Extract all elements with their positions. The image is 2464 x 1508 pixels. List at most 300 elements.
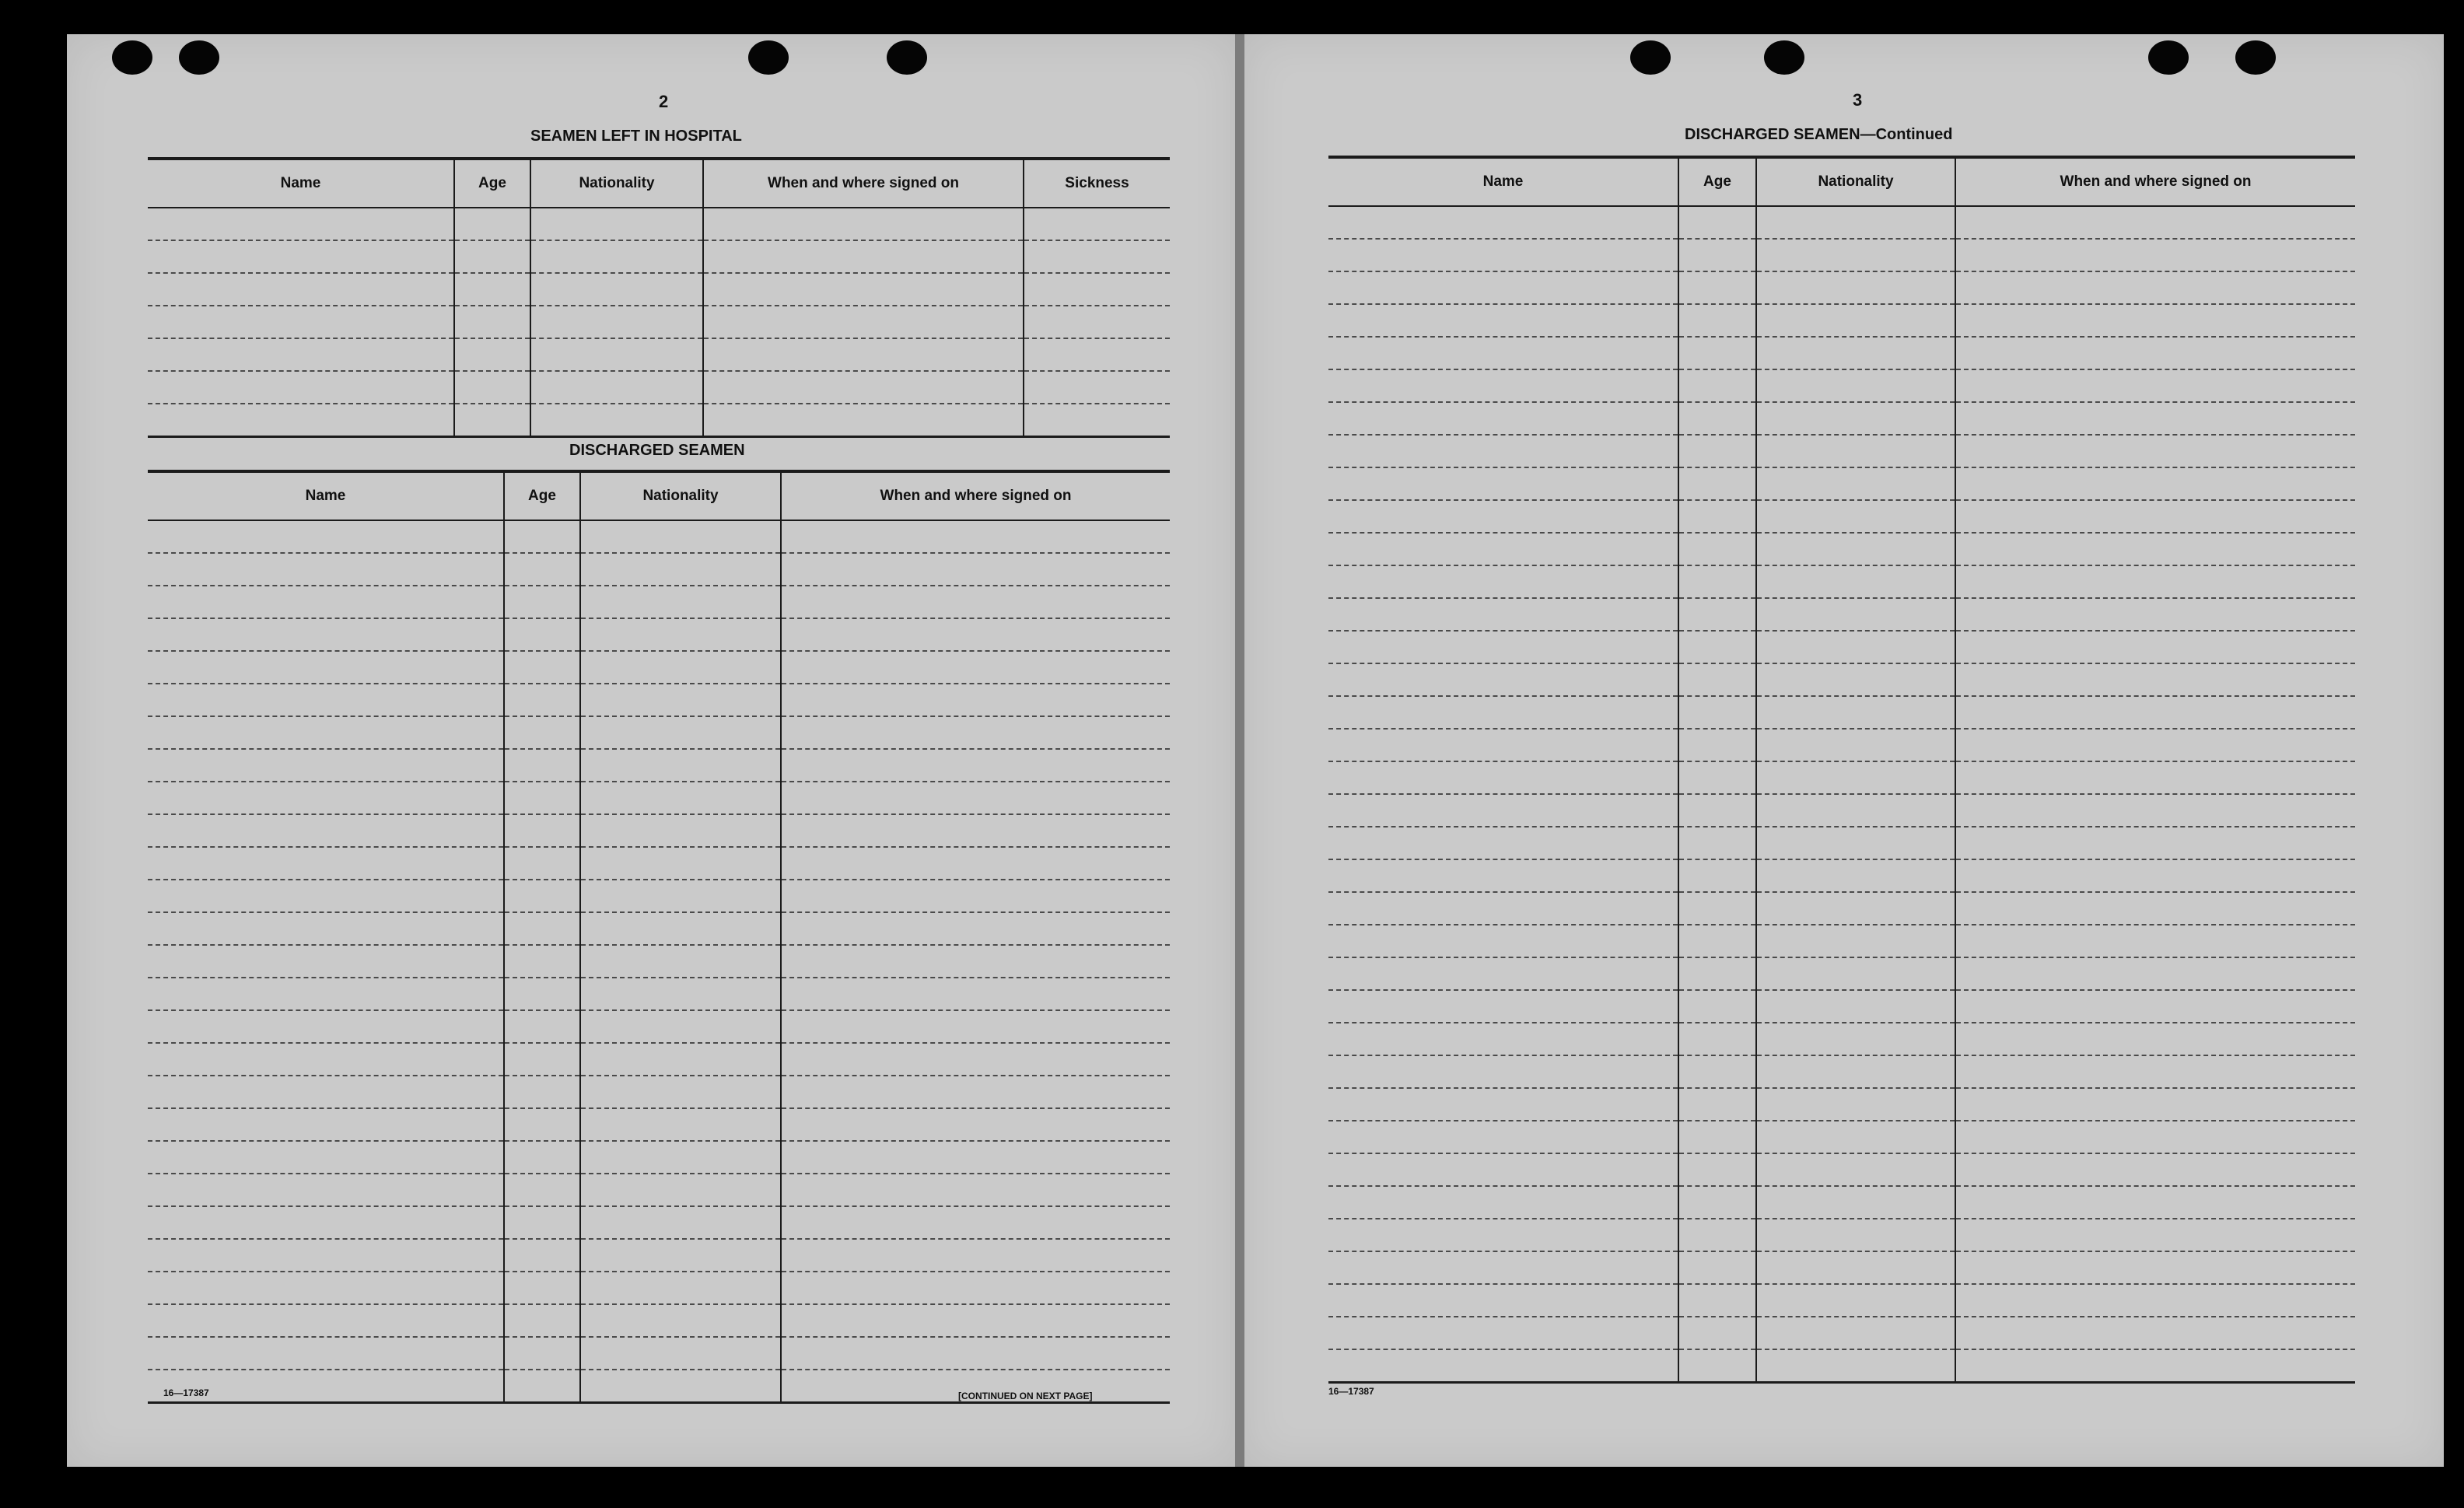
table-cell	[1328, 500, 1678, 533]
table-cell	[781, 716, 1170, 749]
table-cell	[781, 651, 1170, 684]
column-header: Name	[148, 159, 454, 208]
table-row	[148, 371, 1170, 404]
table-cell	[580, 1076, 781, 1108]
table-row	[148, 208, 1170, 240]
table-cell	[1756, 500, 1955, 533]
table-cell	[148, 1337, 504, 1370]
table-cell	[1756, 337, 1955, 369]
table-row	[1328, 369, 2355, 402]
table-cell	[1328, 565, 1678, 598]
page-number: 3	[1853, 90, 1863, 110]
table-row	[1328, 859, 2355, 892]
table-cell	[781, 1337, 1170, 1370]
section-title-seamen-left-in-hospital: SEAMEN LEFT IN HOSPITAL	[530, 128, 742, 145]
table-cell	[148, 553, 504, 586]
table-cell	[504, 945, 580, 978]
table-row	[148, 404, 1170, 437]
table-cell	[1756, 467, 1955, 500]
table-cell	[580, 1174, 781, 1206]
punch-hole	[1764, 40, 1804, 75]
table-cell	[504, 1337, 580, 1370]
table-cell	[1678, 1023, 1756, 1055]
table-cell	[1678, 827, 1756, 859]
table-row	[148, 306, 1170, 338]
table-cell	[1756, 859, 1955, 892]
left-page	[67, 34, 1235, 1467]
table-cell	[1328, 369, 1678, 402]
table-cell	[1756, 598, 1955, 631]
table-cell	[1955, 467, 2355, 500]
table-cell	[1328, 598, 1678, 631]
table-cell	[148, 945, 504, 978]
punch-hole	[179, 40, 219, 75]
table-cell	[1678, 663, 1756, 696]
form-number: 16—17387	[1328, 1386, 1374, 1397]
table-cell	[1678, 990, 1756, 1023]
table-cell	[1678, 435, 1756, 467]
table-row	[1328, 1153, 2355, 1186]
table-cell	[1678, 1153, 1756, 1186]
table-cell	[148, 1206, 504, 1239]
section-title-discharged-seamen-continued: DISCHARGED SEAMEN—Continued	[1685, 126, 1953, 143]
table-row	[1328, 402, 2355, 435]
section-title-discharged-seamen: DISCHARGED SEAMEN	[569, 442, 745, 459]
table-cell	[1955, 827, 2355, 859]
table-cell	[1328, 337, 1678, 369]
table-cell	[504, 1370, 580, 1403]
column-header: Age	[504, 471, 580, 520]
table-cell	[1328, 794, 1678, 827]
table-row	[1328, 1349, 2355, 1383]
table-cell	[1955, 565, 2355, 598]
table-cell	[504, 847, 580, 880]
table-cell	[1756, 827, 1955, 859]
table-row	[148, 240, 1170, 273]
table-cell	[781, 1272, 1170, 1304]
table-cell	[580, 520, 781, 553]
punch-hole	[2148, 40, 2189, 75]
table-cell	[1328, 1284, 1678, 1317]
table-cell	[781, 814, 1170, 847]
table-cell	[148, 1141, 504, 1174]
table-header-row	[148, 159, 1170, 208]
column-header: Nationality	[530, 159, 703, 208]
table-cell	[1328, 827, 1678, 859]
table-cell	[1328, 239, 1678, 271]
table-row	[1328, 729, 2355, 761]
table-cell	[1678, 402, 1756, 435]
table-cell	[1328, 1349, 1678, 1383]
table-cell	[1955, 1317, 2355, 1349]
table-row	[148, 716, 1170, 749]
table-cell	[1955, 304, 2355, 337]
table-cell	[504, 1174, 580, 1206]
column-header: Age	[454, 159, 530, 208]
table-cell	[1678, 1317, 1756, 1349]
discharged-table	[148, 470, 1170, 1404]
table-cell	[1756, 206, 1955, 239]
table-cell	[504, 553, 580, 586]
table-cell	[148, 618, 504, 651]
table-cell	[1328, 663, 1678, 696]
column-header: When and where signed on	[1955, 157, 2355, 206]
table-cell	[781, 520, 1170, 553]
table-cell	[148, 1043, 504, 1076]
table-cell	[1678, 794, 1756, 827]
table-cell	[580, 651, 781, 684]
table-cell	[781, 1010, 1170, 1043]
table-cell	[580, 1206, 781, 1239]
punch-hole	[887, 40, 927, 75]
page-number: 2	[659, 92, 669, 111]
table-cell	[781, 553, 1170, 586]
table-row	[1328, 631, 2355, 663]
table-cell	[580, 1043, 781, 1076]
table-cell	[1955, 761, 2355, 794]
table-cell	[504, 912, 580, 945]
table-cell	[1756, 1219, 1955, 1251]
table-cell	[148, 814, 504, 847]
table-cell	[1756, 369, 1955, 402]
table-cell	[781, 847, 1170, 880]
table-cell	[1955, 271, 2355, 304]
table-cell	[504, 782, 580, 814]
table-cell	[1678, 304, 1756, 337]
table-cell	[1678, 696, 1756, 729]
table-cell	[1756, 1023, 1955, 1055]
table-cell	[1328, 761, 1678, 794]
table-cell	[781, 1206, 1170, 1239]
table-row	[1328, 467, 2355, 500]
table-cell	[1756, 631, 1955, 663]
column-header: When and where signed on	[781, 471, 1170, 520]
table-cell	[580, 978, 781, 1010]
table-row	[148, 273, 1170, 306]
table-cell	[1955, 1055, 2355, 1088]
table-row	[148, 618, 1170, 651]
table-cell	[148, 1272, 504, 1304]
table-header-row	[1328, 157, 2355, 206]
table-cell	[1678, 239, 1756, 271]
table-cell	[580, 1010, 781, 1043]
right-page	[1244, 34, 2444, 1467]
table-cell	[1328, 990, 1678, 1023]
table-cell	[1955, 369, 2355, 402]
table-cell	[1955, 1023, 2355, 1055]
table-row	[148, 1272, 1170, 1304]
table-cell	[1955, 794, 2355, 827]
table-cell	[1328, 1317, 1678, 1349]
table-cell	[580, 1141, 781, 1174]
table-cell	[580, 553, 781, 586]
table-cell	[1756, 925, 1955, 957]
table-cell	[1328, 271, 1678, 304]
table-cell	[580, 1304, 781, 1337]
table-cell	[1328, 206, 1678, 239]
punch-hole	[1630, 40, 1671, 75]
table-cell	[1756, 533, 1955, 565]
table-cell	[1955, 533, 2355, 565]
table-row	[1328, 1251, 2355, 1284]
table-cell	[781, 1174, 1170, 1206]
table-cell	[1756, 565, 1955, 598]
table-row	[148, 1141, 1170, 1174]
table-cell	[1328, 1153, 1678, 1186]
table-row	[1328, 1317, 2355, 1349]
table-cell	[781, 1108, 1170, 1141]
table-cell	[504, 1141, 580, 1174]
table-cell	[1328, 304, 1678, 337]
table-cell	[1678, 1186, 1756, 1219]
table-cell	[1328, 631, 1678, 663]
table-cell	[1678, 467, 1756, 500]
table-cell	[1756, 761, 1955, 794]
table-cell	[781, 1141, 1170, 1174]
table-cell	[580, 749, 781, 782]
table-cell	[1955, 631, 2355, 663]
table-row	[148, 586, 1170, 618]
table-row	[148, 945, 1170, 978]
table-row	[148, 553, 1170, 586]
table-cell	[1756, 271, 1955, 304]
table-cell	[148, 912, 504, 945]
table-row	[148, 814, 1170, 847]
table-cell	[504, 880, 580, 912]
table-cell	[1678, 271, 1756, 304]
table-cell	[1955, 1284, 2355, 1317]
table-row	[1328, 990, 2355, 1023]
table-cell	[1955, 1121, 2355, 1153]
table-cell	[148, 1239, 504, 1272]
table-row	[1328, 565, 2355, 598]
table-cell	[1756, 1317, 1955, 1349]
column-header: Name	[1328, 157, 1678, 206]
table-cell	[504, 1010, 580, 1043]
table-cell	[1955, 1251, 2355, 1284]
table-row	[148, 749, 1170, 782]
table-cell	[1328, 859, 1678, 892]
table-cell	[781, 1304, 1170, 1337]
table-cell	[580, 912, 781, 945]
table-row	[1328, 1088, 2355, 1121]
table-row	[148, 1239, 1170, 1272]
table-row	[1328, 271, 2355, 304]
table-cell	[1678, 206, 1756, 239]
table-cell	[1955, 239, 2355, 271]
table-cell	[1955, 402, 2355, 435]
table-row	[1328, 663, 2355, 696]
table-cell	[148, 651, 504, 684]
table-cell	[580, 1370, 781, 1403]
table-cell	[1756, 1153, 1955, 1186]
table-cell	[1955, 500, 2355, 533]
table-cell	[781, 782, 1170, 814]
table-cell	[504, 651, 580, 684]
table-cell	[580, 1337, 781, 1370]
table-cell	[1955, 729, 2355, 761]
table-cell	[148, 1076, 504, 1108]
table-cell	[1756, 1121, 1955, 1153]
table-row	[148, 338, 1170, 371]
table-row	[148, 782, 1170, 814]
table-cell	[781, 618, 1170, 651]
table-cell	[1756, 1251, 1955, 1284]
table-cell	[148, 586, 504, 618]
table-cell	[504, 1043, 580, 1076]
table-cell	[1955, 990, 2355, 1023]
table-cell	[1678, 1349, 1756, 1383]
table-row	[1328, 337, 2355, 369]
table-cell	[1328, 1251, 1678, 1284]
table-row	[148, 847, 1170, 880]
table-row	[148, 1043, 1170, 1076]
table-cell	[580, 1272, 781, 1304]
table-cell	[1756, 402, 1955, 435]
table-cell	[148, 1174, 504, 1206]
table-row	[148, 912, 1170, 945]
table-row	[1328, 239, 2355, 271]
table-cell	[1678, 1284, 1756, 1317]
discharged-continued-table	[1328, 156, 2355, 1384]
table-cell	[504, 1304, 580, 1337]
table-cell	[1328, 533, 1678, 565]
table-cell	[1678, 631, 1756, 663]
table-cell	[781, 586, 1170, 618]
table-row	[148, 684, 1170, 716]
table-cell	[1678, 533, 1756, 565]
table-cell	[148, 520, 504, 553]
table-cell	[1955, 1349, 2355, 1383]
table-cell	[504, 978, 580, 1010]
table-row	[1328, 533, 2355, 565]
table-cell	[580, 945, 781, 978]
form-number: 16—17387	[163, 1387, 209, 1398]
table-cell	[1328, 1219, 1678, 1251]
table-cell	[1756, 729, 1955, 761]
table-row	[1328, 1023, 2355, 1055]
table-cell	[148, 1010, 504, 1043]
table-cell	[1328, 696, 1678, 729]
table-cell	[1756, 1349, 1955, 1383]
table-row	[1328, 827, 2355, 859]
table-row	[1328, 892, 2355, 925]
table-cell	[1955, 663, 2355, 696]
table-cell	[1328, 1023, 1678, 1055]
table-cell	[148, 1304, 504, 1337]
table-cell	[1756, 1055, 1955, 1088]
table-cell	[1756, 957, 1955, 990]
table-cell	[504, 749, 580, 782]
table-cell	[1678, 1121, 1756, 1153]
table-cell	[1756, 892, 1955, 925]
table-cell	[1756, 663, 1955, 696]
table-cell	[1328, 729, 1678, 761]
column-header: Sickness	[1024, 159, 1170, 208]
table-cell	[148, 684, 504, 716]
table-cell	[1955, 1088, 2355, 1121]
table-cell	[1678, 565, 1756, 598]
table-cell	[1955, 598, 2355, 631]
table-cell	[1328, 1186, 1678, 1219]
table-cell	[1328, 1055, 1678, 1088]
table-cell	[580, 618, 781, 651]
hospital-table	[148, 157, 1170, 438]
table-cell	[1678, 859, 1756, 892]
table-cell	[1328, 467, 1678, 500]
table-cell	[1678, 761, 1756, 794]
table-cell	[1955, 859, 2355, 892]
table-row	[148, 1304, 1170, 1337]
table-cell	[781, 912, 1170, 945]
table-cell	[1756, 304, 1955, 337]
table-row	[148, 1108, 1170, 1141]
column-header: Age	[1678, 157, 1756, 206]
column-header: Nationality	[580, 471, 781, 520]
table-cell	[580, 586, 781, 618]
table-cell	[781, 945, 1170, 978]
table-row	[148, 520, 1170, 553]
table-cell	[1955, 1153, 2355, 1186]
table-cell	[148, 749, 504, 782]
table-cell	[1955, 696, 2355, 729]
table-cell	[781, 684, 1170, 716]
table-cell	[1756, 435, 1955, 467]
table-cell	[504, 814, 580, 847]
punch-hole	[748, 40, 789, 75]
table-header-row	[148, 471, 1170, 520]
table-row	[1328, 206, 2355, 239]
table-cell	[1756, 1186, 1955, 1219]
table-cell	[781, 1043, 1170, 1076]
table-row	[148, 880, 1170, 912]
table-cell	[1955, 337, 2355, 369]
table-cell	[504, 1108, 580, 1141]
hospital-table-body	[148, 208, 1170, 437]
book-spine	[1235, 34, 1244, 1467]
table-row	[1328, 304, 2355, 337]
table-cell	[1756, 696, 1955, 729]
table-cell	[580, 847, 781, 880]
table-cell	[1328, 402, 1678, 435]
table-row	[148, 1076, 1170, 1108]
table-cell	[148, 782, 504, 814]
discharged-table-body	[148, 520, 1170, 1403]
table-cell	[1678, 1251, 1756, 1284]
table-cell	[781, 749, 1170, 782]
table-cell	[1756, 1088, 1955, 1121]
table-cell	[1955, 957, 2355, 990]
table-cell	[580, 716, 781, 749]
discharged-continued-table-body	[1328, 206, 2355, 1383]
table-cell	[504, 1076, 580, 1108]
table-cell	[1955, 925, 2355, 957]
table-cell	[504, 684, 580, 716]
table-cell	[148, 880, 504, 912]
table-row	[1328, 1284, 2355, 1317]
table-cell	[1678, 369, 1756, 402]
table-cell	[1328, 435, 1678, 467]
table-cell	[504, 618, 580, 651]
table-cell	[1328, 957, 1678, 990]
table-cell	[504, 1272, 580, 1304]
table-row	[148, 1337, 1170, 1370]
table-row	[1328, 761, 2355, 794]
table-cell	[1756, 990, 1955, 1023]
table-cell	[148, 847, 504, 880]
column-header: Nationality	[1756, 157, 1955, 206]
table-cell	[1678, 337, 1756, 369]
